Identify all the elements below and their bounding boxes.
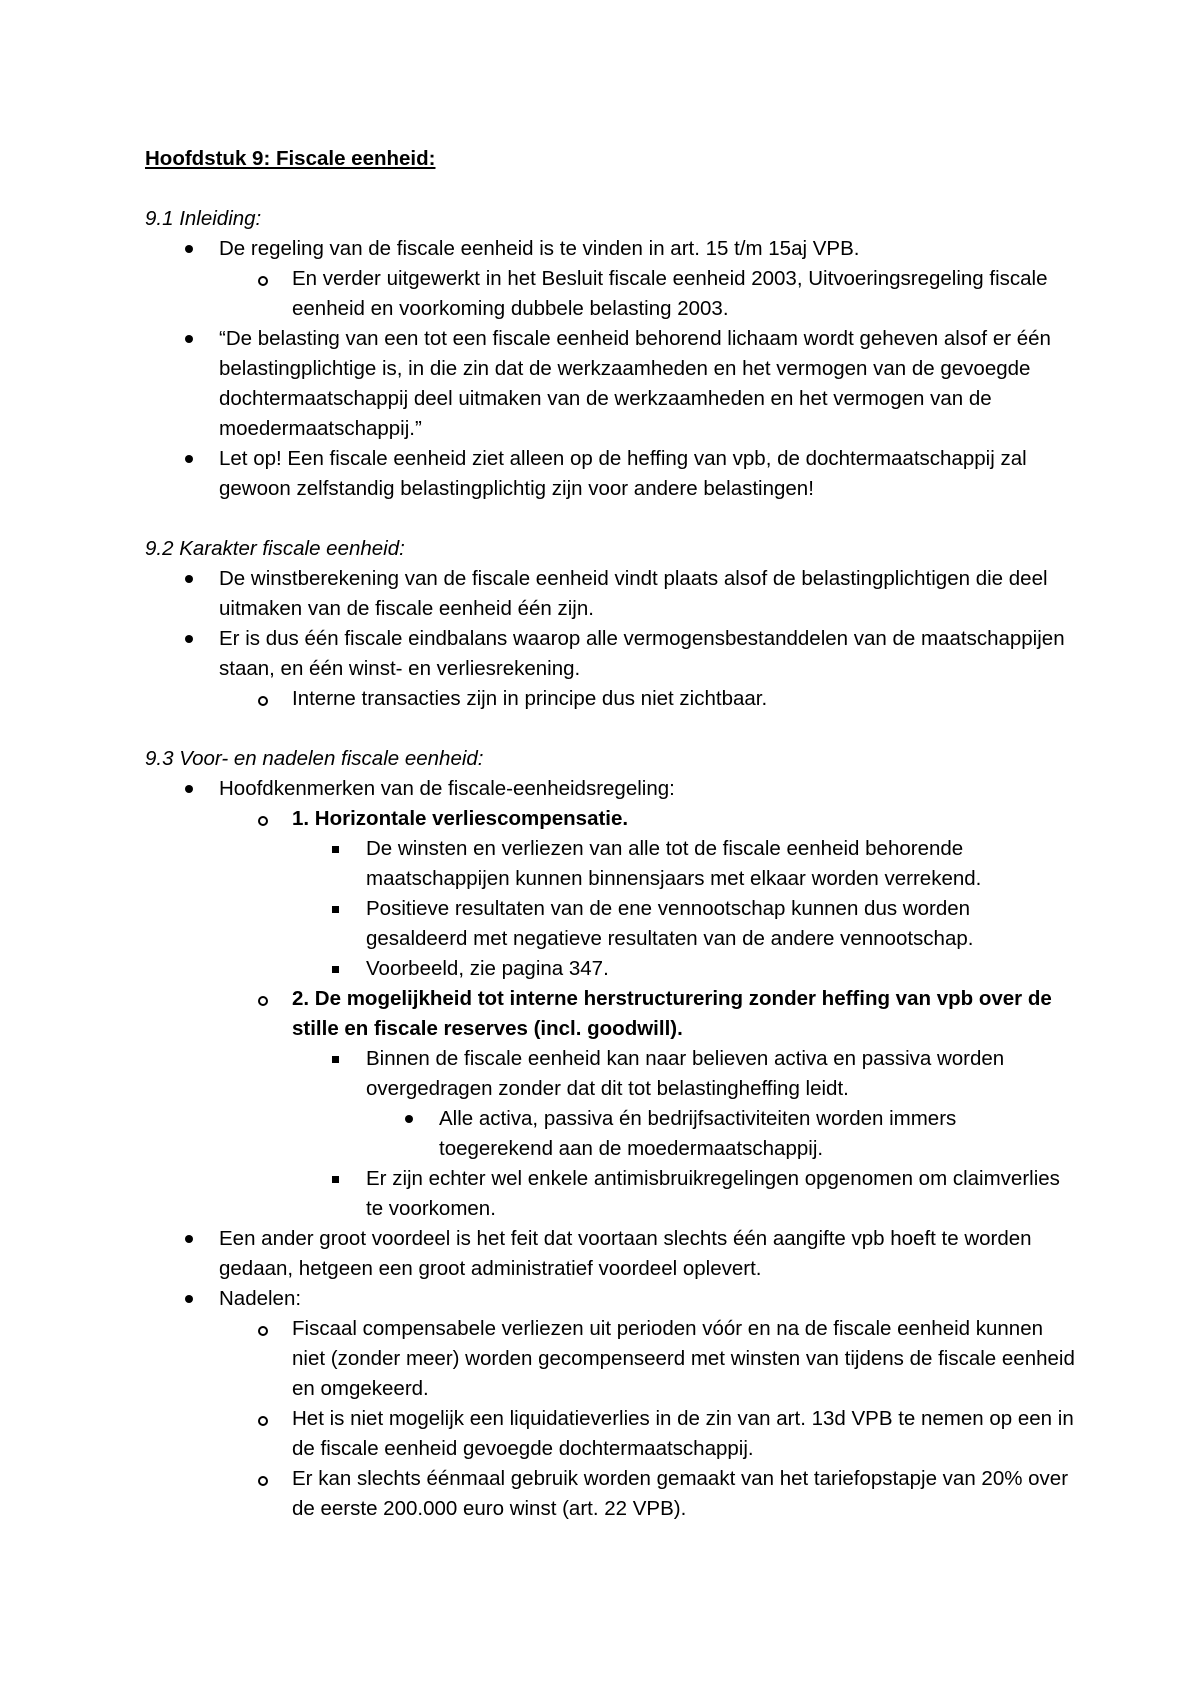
list-item: 2. De mogelijkheid tot interne herstructurering zonder heffing van vpb over de stille en fiscale reserves (incl. goodwill). <box>292 987 1052 1040</box>
list-item: Alle activa, passiva én bedrijfsactiviteiten worden immers toegerekend aan de moedermaatschappij. <box>439 1107 957 1160</box>
list-item: Een ander groot voordeel is het feit dat voortaan slechts één aangifte vpb hoeft te worden gedaan, hetgeen een groot administratief voordeel oplevert. <box>219 1227 1032 1280</box>
section-heading-9-3: 9.3 Voor- en nadelen fiscale eenheid: <box>145 747 484 770</box>
section-9-2-list <box>145 564 1075 714</box>
list-item: Binnen de fiscale eenheid kan naar believen activa en passiva worden overgedragen zonder dat dit tot belastingheffing leidt. <box>366 1047 1005 1100</box>
list-item: Hoofdkenmerken van de fiscale-eenheidsregeling: <box>219 777 675 800</box>
list-item: Er zijn echter wel enkele antimisbruikregelingen opgenomen om claimverlies te voorkomen. <box>366 1167 1060 1220</box>
section-heading-9-1: 9.1 Inleiding: <box>145 207 262 230</box>
list-item: Fiscaal compensabele verliezen uit perioden vóór en na de fiscale eenheid kunnen niet (zonder meer) worden gecompenseerd met winsten van tijdens de fiscale eenheid en omgekeerd. <box>292 1317 1075 1400</box>
section-9-1-list <box>145 234 1075 504</box>
list-item: Interne transacties zijn in principe dus niet zichtbaar. <box>292 687 768 710</box>
chapter-title: Hoofdstuk 9: Fiscale eenheid: <box>145 147 436 170</box>
spacer <box>145 504 1075 534</box>
list-item: Er is dus één fiscale eindbalans waarop alle vermogensbestanddelen van de maatschappijen staan, en één winst- en verliesrekening. <box>219 627 1065 680</box>
spacer <box>145 714 1075 744</box>
list-item: De winstberekening van de fiscale eenheid vindt plaats alsof de belastingplichtigen die deel uitmaken van de fiscale eenheid één zijn. <box>219 567 1048 620</box>
list-item: En verder uitgewerkt in het Besluit fiscale eenheid 2003, Uitvoeringsregeling fiscale eenheid en voorkoming dubbele belasting 2003. <box>292 267 1048 320</box>
section-9-3-list <box>145 774 1075 1524</box>
list-item: Nadelen: <box>219 1287 302 1310</box>
list-item: De regeling van de fiscale eenheid is te vinden in art. 15 t/m 15aj VPB. <box>219 237 860 260</box>
list-item: Positieve resultaten van de ene vennootschap kunnen dus worden gesaldeerd met negatieve resultaten van de andere vennootschap. <box>366 897 974 950</box>
list-item: Let op! Een fiscale eenheid ziet alleen op de heffing van vpb, de dochtermaatschappij zal gewoon zelfstandig belastingplichtig zijn voor andere belastingen! <box>219 447 1027 500</box>
list-item: Het is niet mogelijk een liquidatieverlies in de zin van art. 13d VPB te nemen op een in de fiscale eenheid gevoegde dochtermaatschappij. <box>292 1407 1074 1460</box>
list-item: 1. Horizontale verliescompensatie. <box>292 807 629 830</box>
spacer <box>145 174 1075 204</box>
list-item: Voorbeeld, zie pagina 347. <box>366 957 609 980</box>
list-item: “De belasting van een tot een fiscale eenheid behorend lichaam wordt geheven alsof er één belastingplichtige is, in die zin dat de werkzaamheden en het vermogen van de gevoegde dochtermaatschappij deel uitmaken van de werkzaamheden en het vermogen van de moedermaatschappij.” <box>219 327 1051 440</box>
list-item: De winsten en verliezen van alle tot de fiscale eenheid behorende maatschappijen kunnen binnensjaars met elkaar worden verrekend. <box>366 837 982 890</box>
section-heading-9-2: 9.2 Karakter fiscale eenheid: <box>145 537 405 560</box>
document-content <box>145 144 1075 1524</box>
list-item: Er kan slechts éénmaal gebruik worden gemaakt van het tariefopstapje van 20% over de eerste 200.000 euro winst (art. 22 VPB). <box>292 1467 1069 1520</box>
